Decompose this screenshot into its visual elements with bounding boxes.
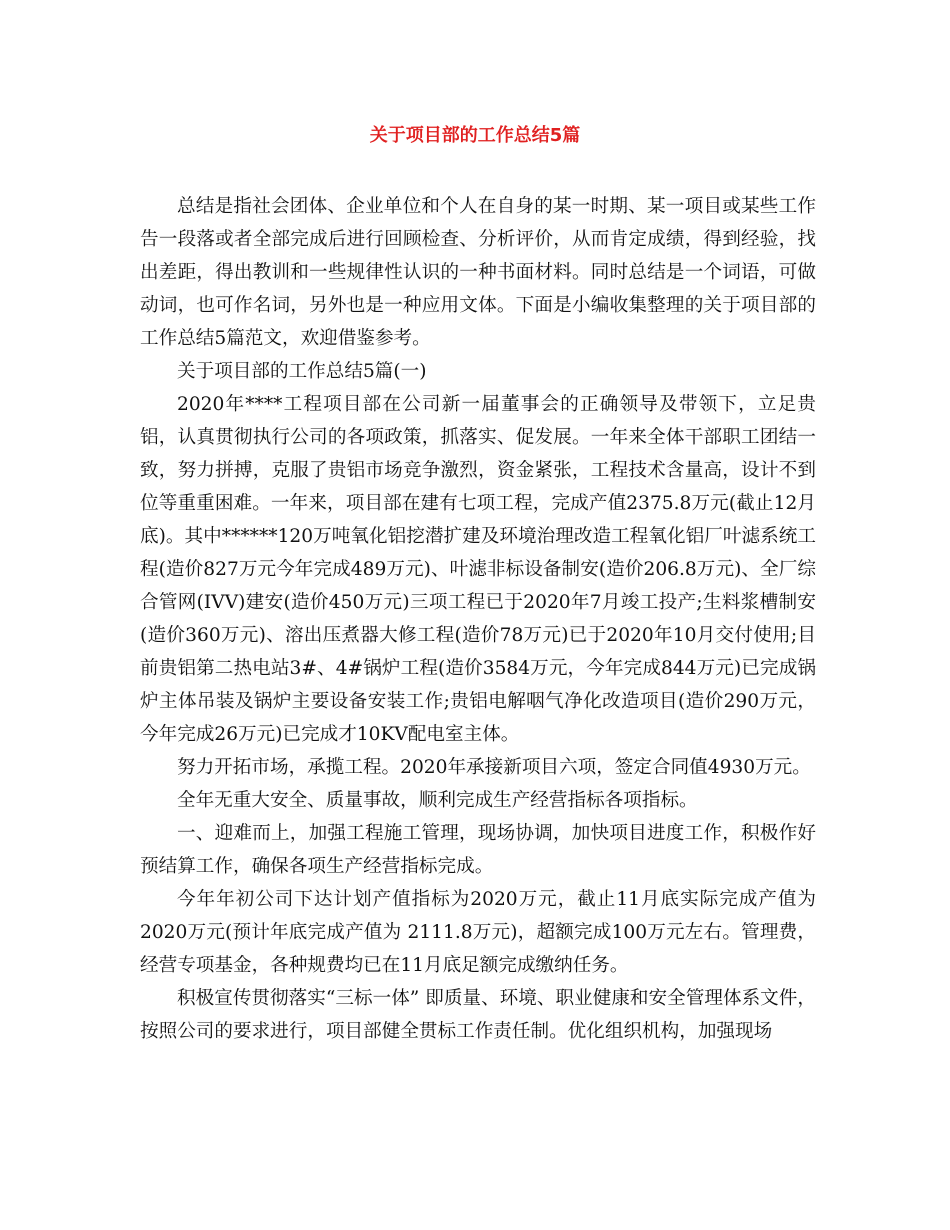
paragraph-overview: 2020年****工程项目部在公司新一届董事会的正确领导及带领下，立足贵铝，认真贯彻执行公司的各项政策，抓落实、促发展。一年来全体干部职工团结一致，努力拼搏，克服了贵铝市场竞争激烈，资金紧张，工程技术含量高，设计不到位等重重困难。一年来，项目部在建有七项工程，完成产值2375.8万元(截止12月底)。其中******120万吨氧化铝挖潜扩建及环境治理改造工程氧化铝厂叶滤系统工程(造价827万元今年完成489万元)、叶滤非标设备制安(造价206.8万元)、全厂综合管网(IVV)建安(造价450万元)三项工程已于2020年7月竣工投产;生料浆槽制安(造价360万元)、溶出压煮器大修工程(造价78万元)已于2020年10月交付使用;目前贵铝第二热电站3#、4#锅炉工程(造价3584万元，今年完成844万元)已完成锅炉主体吊装及锅炉主要设备安装工作;贵铝电解咽气净化改造项目(造价290万元，今年完成26万元)已完成才10KV配电室主体。 — [140, 394, 816, 745]
document-title: 关于项目部的工作总结5篇 — [369, 125, 581, 146]
paragraph-output: 今年年初公司下达计划产值指标为2020万元，截止11月底实际完成产值为2020万元(预计年底完成产值为 2111.8万元)，超额完成100万元左右。管理费，经营专项基金，各种规费均已在11月底足额完成缴纳任务。 — [140, 889, 816, 976]
paragraph-intro: 总结是指社会团体、企业单位和个人在自身的某一时期、某一项目或某些工作告一段落或者全部完成后进行回顾检查、分析评价，从而肯定成绩，得到经验，找出差距，得出教训和一些规律性认识的一种书面材料。同时总结是一个词语，可做动词，也可作名词，另外也是一种应用文体。下面是小编收集整理的关于项目部的工作总结5篇范文，欢迎借鉴参考。 — [140, 196, 816, 349]
section-heading-1: 关于项目部的工作总结5篇(一) — [177, 361, 427, 382]
paragraph-point-1: 一、迎难而上，加强工程施工管理，现场协调，加快项目进度工作，积极作好预结算工作，确保各项生产经营指标完成。 — [140, 823, 816, 877]
paragraph-standards: 积极宣传贯彻落实“三标一体” 即质量、环境、职业健康和安全管理体系文件，按照公司的要求进行，项目部健全贯标工作责任制。优化组织机构，加强现场 — [140, 988, 816, 1042]
document-body — [140, 190, 816, 1048]
paragraph-market: 努力开拓市场，承揽工程。2020年承接新项目六项，签定合同值4930万元。 — [177, 757, 811, 778]
paragraph-safety: 全年无重大安全、质量事故，顺利完成生产经营指标各项指标。 — [177, 790, 698, 811]
